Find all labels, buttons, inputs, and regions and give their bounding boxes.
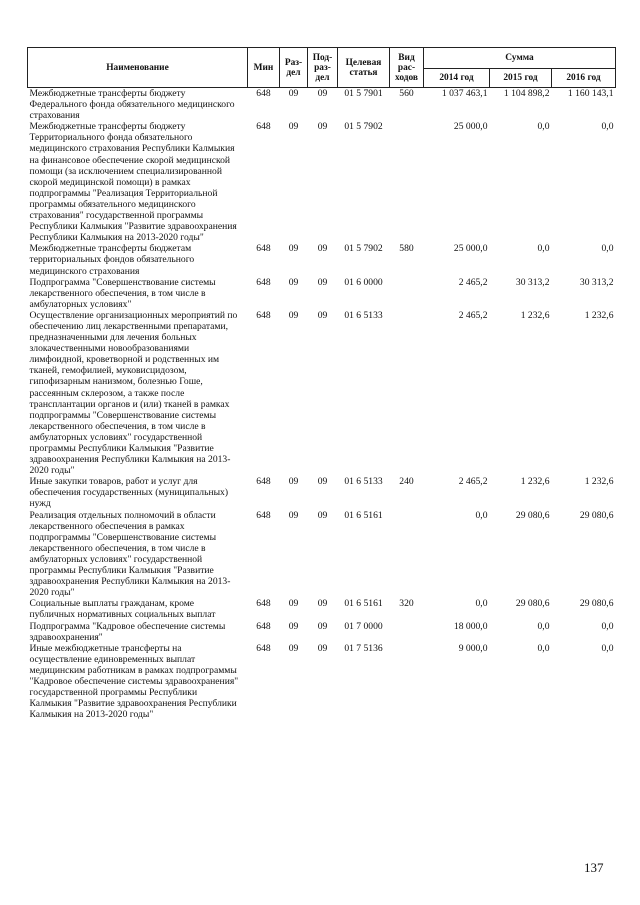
cell-vr: 240 bbox=[399, 476, 414, 488]
cell-pr: 09 bbox=[317, 243, 328, 255]
cell-s2014: 25 000,0 bbox=[453, 243, 488, 255]
cell-min: 648 bbox=[256, 598, 271, 610]
cell-cs: 01 6 0000 bbox=[344, 276, 383, 288]
cell-s2014: 18 000,0 bbox=[453, 620, 488, 632]
cell-min: 648 bbox=[256, 620, 271, 632]
cell-name: Межбюджетные трансферты бюджету Федерального фонда обязательного медицинского страхования bbox=[29, 88, 235, 122]
cell-cs: 01 6 5133 bbox=[344, 309, 383, 321]
cell-rz: 09 bbox=[288, 88, 299, 99]
cell-s2015: 0,0 bbox=[537, 121, 550, 133]
cell-vr bbox=[390, 121, 424, 243]
col-target-header: Целевая статья bbox=[338, 48, 390, 88]
cell-min: 648 bbox=[256, 642, 271, 654]
cell-name: Межбюджетные трансферты бюджету Территориального фонда обязательного медицинского страхования Республики Калмыкия на финансовое обеспечение скорой медицинской помощи (за исключением специализированной скорой медицинской помощи) в рамках подпрограммы "Реализация Территориальной программы обязательного медицинского страхования" государственной программы Республики Калмыкия "Развитие здравоохранения Республики Калмыкия на 2013-2020 годы" bbox=[29, 121, 237, 244]
cell-rz: 09 bbox=[288, 121, 299, 133]
cell-s2016: 1 160 143,1 bbox=[567, 88, 614, 99]
cell-min: 648 bbox=[256, 121, 271, 133]
cell-cs: 01 6 5133 bbox=[344, 476, 383, 488]
cell-min: 648 bbox=[256, 476, 271, 488]
cell-s2014: 0,0 bbox=[475, 509, 488, 521]
table-row bbox=[28, 598, 616, 620]
table-row bbox=[28, 510, 616, 599]
cell-vr bbox=[390, 510, 424, 599]
cell-name: Подпрограмма "Совершенствование системы лекарственного обеспечения, в том числе в амбулаторных условиях" bbox=[29, 276, 216, 310]
cell-cs: 01 6 5161 bbox=[344, 509, 383, 521]
cell-name: Осуществление организационных мероприятий по обеспечению лиц лекарственными препаратами, предназначенными для лечения больных злокачественными новообразованиями лимфоидной, кроветворной и родственных им тканей, гемофилией, муковисцидозом, гипофизарным нанизмом, болезнью Гоше, рассеянным склерозом, а также после трансплантации органов и (или) тканей в рамках подпрограммы "Совершенствование системы лекарственного обеспечения, в том числе в амбулаторных условиях" государственной программы Республики Калмыкия "Развитие здравоохранения Республики Калмыкия на 2013-2020 годы" bbox=[29, 309, 238, 477]
cell-rz: 09 bbox=[288, 598, 299, 610]
table-body bbox=[28, 88, 616, 721]
cell-s2016: 0,0 bbox=[601, 642, 614, 654]
cell-cs: 01 7 0000 bbox=[344, 620, 383, 632]
cell-rz: 09 bbox=[288, 642, 299, 654]
cell-min: 648 bbox=[256, 276, 271, 288]
cell-min: 648 bbox=[256, 243, 271, 255]
cell-s2016: 1 232,6 bbox=[584, 309, 614, 321]
cell-s2015: 1 232,6 bbox=[520, 309, 550, 321]
cell-pr: 09 bbox=[317, 476, 328, 488]
cell-vr bbox=[390, 310, 424, 476]
col-podrazdel-header: Под- раз- дел bbox=[308, 48, 338, 88]
cell-vr: 320 bbox=[399, 598, 414, 610]
table-row bbox=[28, 243, 616, 276]
cell-min: 648 bbox=[256, 88, 271, 99]
cell-name: Подпрограмма "Кадровое обеспечение системы здравоохранения" bbox=[29, 620, 226, 643]
cell-s2016: 29 080,6 bbox=[579, 509, 614, 521]
cell-cs: 01 6 5161 bbox=[344, 598, 383, 610]
cell-s2015: 1 104 898,2 bbox=[503, 88, 550, 99]
col-razdel-header: Раз- дел bbox=[280, 48, 308, 88]
cell-s2016: 0,0 bbox=[601, 243, 614, 255]
col-2015-header: 2015 год bbox=[490, 69, 552, 88]
col-2016-header: 2016 год bbox=[552, 69, 616, 88]
cell-rz: 09 bbox=[288, 620, 299, 632]
budget-table bbox=[27, 47, 616, 720]
table-row bbox=[28, 621, 616, 643]
cell-s2014: 2 465,2 bbox=[458, 276, 488, 288]
cell-rz: 09 bbox=[288, 509, 299, 521]
cell-s2014: 2 465,2 bbox=[458, 476, 488, 488]
col-name-header: Наименование bbox=[28, 48, 248, 88]
table-row bbox=[28, 88, 616, 122]
cell-s2014: 9 000,0 bbox=[458, 642, 488, 654]
table-row bbox=[28, 310, 616, 476]
cell-cs: 01 5 7902 bbox=[344, 121, 383, 133]
cell-pr: 09 bbox=[317, 620, 328, 632]
cell-s2014: 25 000,0 bbox=[453, 121, 488, 133]
cell-cs: 01 5 7901 bbox=[344, 88, 383, 99]
col-min-header: Мин bbox=[248, 48, 280, 88]
cell-vr: 580 bbox=[399, 243, 414, 255]
cell-min: 648 bbox=[256, 509, 271, 521]
cell-min: 648 bbox=[256, 309, 271, 321]
cell-s2015: 0,0 bbox=[537, 642, 550, 654]
cell-pr: 09 bbox=[317, 88, 328, 99]
cell-vr: 560 bbox=[399, 88, 414, 99]
cell-pr: 09 bbox=[317, 509, 328, 521]
cell-s2014: 2 465,2 bbox=[458, 309, 488, 321]
table-header bbox=[28, 48, 616, 88]
cell-s2014: 0,0 bbox=[475, 598, 488, 610]
cell-rz: 09 bbox=[288, 476, 299, 488]
cell-s2014: 1 037 463,1 bbox=[441, 88, 488, 99]
cell-pr: 09 bbox=[317, 309, 328, 321]
cell-rz: 09 bbox=[288, 276, 299, 288]
cell-s2015: 0,0 bbox=[537, 620, 550, 632]
cell-s2016: 0,0 bbox=[601, 121, 614, 133]
cell-vr bbox=[390, 621, 424, 643]
cell-cs: 01 5 7902 bbox=[344, 243, 383, 255]
cell-s2015: 1 232,6 bbox=[520, 476, 550, 488]
cell-s2016: 30 313,2 bbox=[579, 276, 614, 288]
col-vid-header: Вид рас- ходов bbox=[390, 48, 424, 88]
cell-s2016: 29 080,6 bbox=[579, 598, 614, 610]
table-row bbox=[28, 476, 616, 509]
cell-pr: 09 bbox=[317, 121, 328, 133]
col-sum-header: Сумма bbox=[424, 48, 616, 69]
cell-s2015: 0,0 bbox=[537, 243, 550, 255]
page-number: 137 bbox=[584, 860, 604, 875]
cell-name: Межбюджетные трансферты бюджетам территориальных фондов обязательного медицинского страхования bbox=[29, 243, 195, 277]
cell-s2015: 29 080,6 bbox=[515, 509, 550, 521]
cell-pr: 09 bbox=[317, 598, 328, 610]
cell-s2016: 0,0 bbox=[601, 620, 614, 632]
cell-cs: 01 7 5136 bbox=[344, 642, 383, 654]
cell-pr: 09 bbox=[317, 642, 328, 654]
cell-name: Социальные выплаты гражданам, кроме публичных нормативных социальных выплат bbox=[29, 598, 216, 621]
cell-name: Реализация отдельных полномочий в области лекарственного обеспечения в рамках подпрограммы "Совершенствование системы лекарственного обеспечения, в том числе в амбулаторных условиях" государственной программы Республики Калмыкия "Развитие здравоохранения Республики Калмыкия на 2013-2020 годы" bbox=[29, 509, 231, 599]
cell-name: Иные межбюджетные трансферты на осуществление единовременных выплат медицинским работникам в рамках подпрограммы "Кадровое обеспечение системы здравоохранения" государственной программы Республики Калмыкия "Развитие здравоохранения Республики Калмыкия на 2013-2020 годы" bbox=[29, 642, 239, 721]
table-row bbox=[28, 121, 616, 243]
cell-rz: 09 bbox=[288, 243, 299, 255]
cell-name: Иные закупки товаров, работ и услуг для обеспечения государственных (муниципальных) нужд bbox=[29, 476, 229, 510]
cell-rz: 09 bbox=[288, 309, 299, 321]
cell-pr: 09 bbox=[317, 276, 328, 288]
table-row bbox=[28, 643, 616, 721]
cell-s2015: 29 080,6 bbox=[515, 598, 550, 610]
col-2014-header: 2014 год bbox=[424, 69, 490, 88]
cell-vr bbox=[390, 277, 424, 310]
table-row bbox=[28, 277, 616, 310]
cell-s2015: 30 313,2 bbox=[515, 276, 550, 288]
cell-vr bbox=[390, 643, 424, 721]
cell-s2016: 1 232,6 bbox=[584, 476, 614, 488]
